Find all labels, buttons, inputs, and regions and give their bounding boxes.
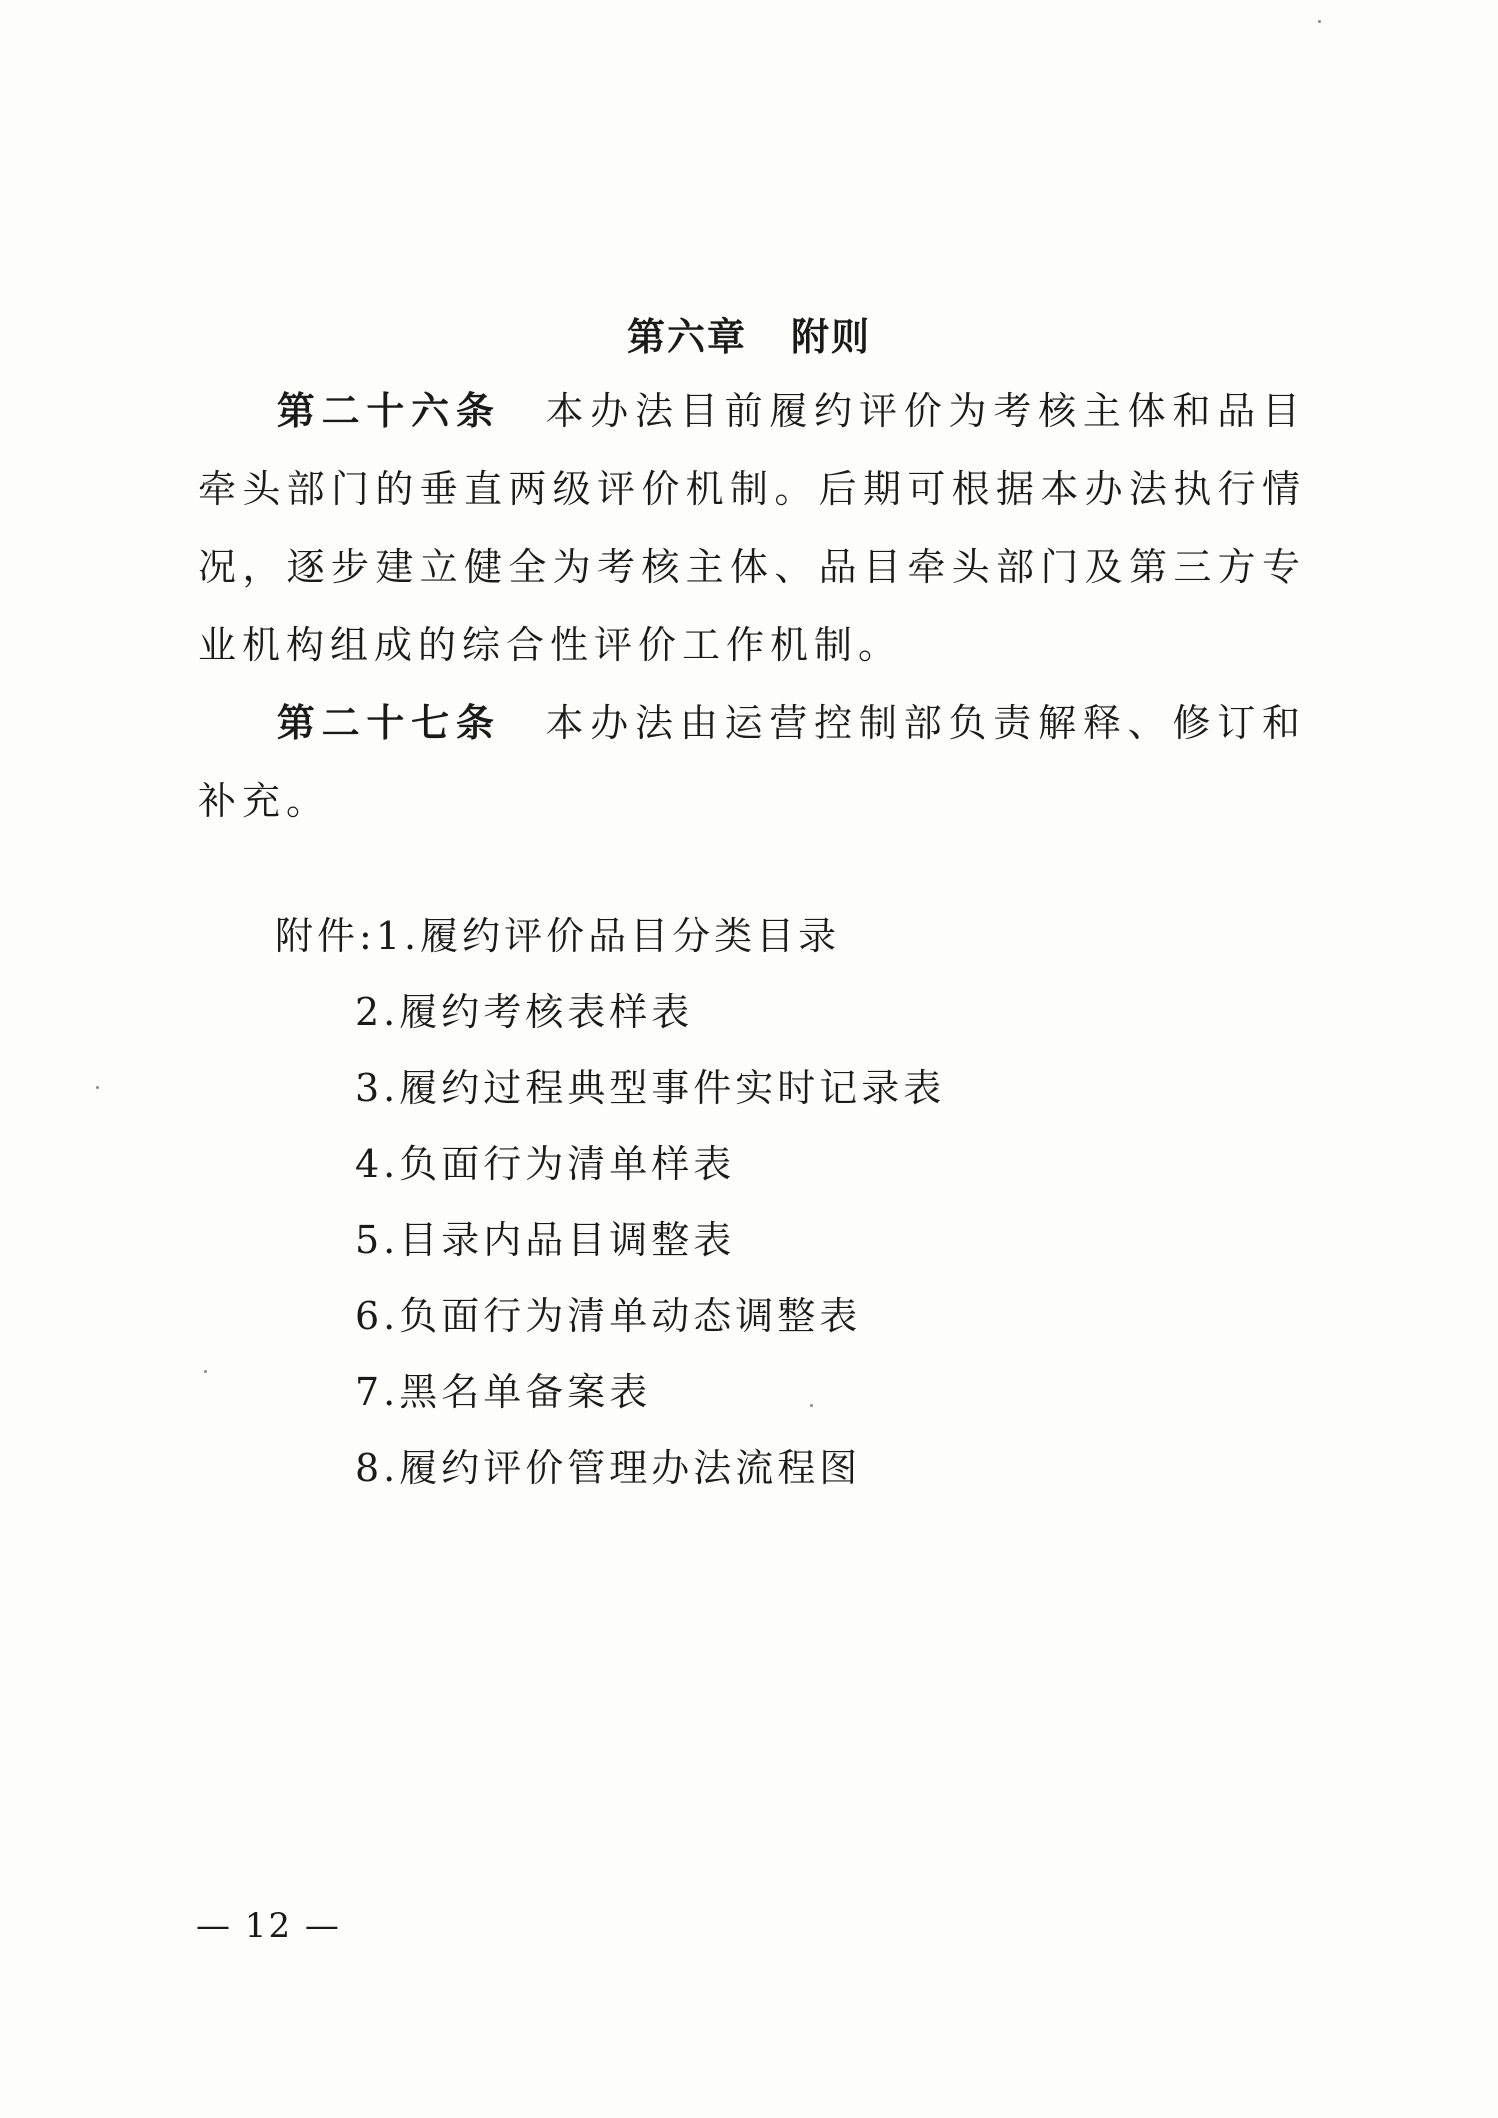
attachment-item: 5.目录内品目调整表 <box>355 1218 736 1262</box>
attachment-item: 8.履约评价管理办法流程图 <box>355 1446 862 1490</box>
article-number: 第二十七条 <box>276 701 501 745</box>
chapter-title: 附则 <box>791 315 872 359</box>
attachment-title: 1.履约评价品目分类目录 <box>375 914 841 958</box>
attachment-item <box>275 898 945 974</box>
article-text: 本办法目前履约评价为考核主体和品目牵头部门的垂直两级评价机制。后期可根据本办法执行情况，逐步建立健全为考核主体、品目牵头部门及第三方专业机构组成的综合性评价工作机制。 <box>198 389 1306 667</box>
scan-speck <box>1318 20 1321 23</box>
scan-speck <box>96 1086 99 1089</box>
page-number: — 12 — <box>196 1906 341 1946</box>
scan-speck <box>204 1370 207 1373</box>
attachments-list <box>275 898 945 1506</box>
attachment-item: 3.履约过程典型事件实时记录表 <box>355 1066 946 1110</box>
scan-speck <box>810 1404 813 1407</box>
chapter-label: 第六章 <box>626 315 747 359</box>
attachment-item: 6.负面行为清单动态调整表 <box>355 1294 862 1338</box>
attachments-prefix: 附件: <box>275 914 376 958</box>
article-27 <box>198 684 1306 840</box>
attachment-item: 4.负面行为清单样表 <box>355 1142 736 1186</box>
article-text: 本办法由运营控制部负责解释、修订和补充。 <box>198 701 1306 823</box>
article-26 <box>198 372 1306 684</box>
attachment-item: 2.履约考核表样表 <box>355 990 694 1034</box>
article-number: 第二十六条 <box>276 389 501 433</box>
attachment-item: 7.黑名单备案表 <box>355 1370 652 1414</box>
chapter-heading <box>0 306 1498 361</box>
